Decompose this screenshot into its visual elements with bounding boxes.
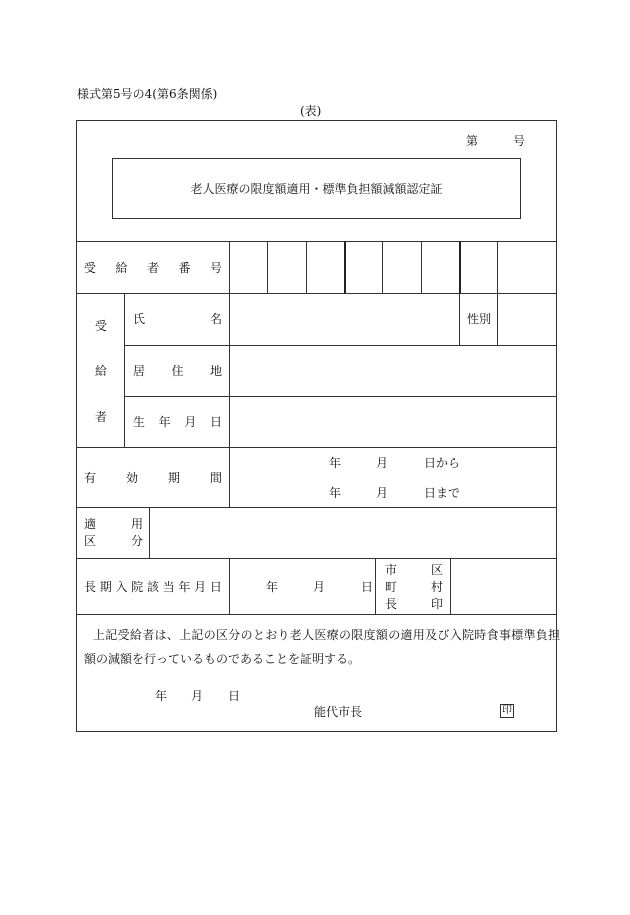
rule	[124, 293, 125, 447]
validity-to-year: 年	[329, 486, 342, 500]
long-term-month: 月	[313, 580, 326, 594]
certification-line2: 額の減額を行っているものであることを証明する。	[84, 652, 361, 666]
rule-thick	[344, 241, 346, 293]
validity-from-month: 月	[376, 456, 389, 470]
rule	[229, 558, 230, 614]
cert-date-year: 年	[155, 689, 168, 703]
cert-date-day: 日	[228, 689, 241, 703]
rule	[149, 507, 150, 558]
issuer-line3: 長 印	[385, 597, 443, 611]
recipient-group-char: 受	[95, 319, 108, 333]
rule	[375, 558, 376, 614]
birthdate-label: 生 年 月 日	[133, 415, 222, 429]
long-term-day: 日	[361, 580, 374, 594]
rule	[124, 396, 557, 397]
rule	[76, 447, 557, 448]
category-label-line1: 適 用	[84, 517, 143, 531]
validity-from-suffix: 日から	[424, 456, 461, 470]
long-term-label: 長 期 入 院 該 当 年 月 日	[84, 580, 222, 594]
validity-label: 有 効 期 間	[84, 471, 222, 485]
side-label: (表)	[300, 104, 322, 118]
rule	[497, 293, 498, 345]
long-term-year: 年	[266, 580, 279, 594]
cert-date-month: 月	[191, 689, 204, 703]
rule	[421, 241, 422, 293]
address-label: 居 住 地	[133, 364, 222, 378]
rule	[76, 558, 557, 559]
rule-thick	[459, 241, 461, 293]
rule	[459, 293, 460, 345]
rule	[229, 241, 230, 293]
rule	[229, 447, 230, 507]
category-label-line2: 区 分	[84, 534, 143, 548]
recipient-group-char: 給	[95, 364, 108, 378]
rule	[76, 614, 557, 615]
certification-line1: 上記受給者は、上記の区分のとおり老人医療の限度額の適用及び入院時食事標準負担	[93, 628, 561, 642]
rule	[382, 241, 383, 293]
gender-label: 性別	[467, 312, 492, 326]
rule	[124, 345, 557, 346]
form-number: 様式第5号の4(第6条関係)	[77, 87, 218, 101]
validity-from-year: 年	[329, 456, 342, 470]
name-label: 氏 名	[133, 312, 222, 326]
recipient-group-char: 者	[95, 410, 108, 424]
validity-to-month: 月	[376, 486, 389, 500]
certificate-title: 老人医療の限度額適用・標準負担額減額認定証	[190, 182, 443, 196]
recipient-number-label: 受 給 者 番 号	[84, 261, 222, 275]
seal-stamp: 印	[502, 705, 512, 716]
issuer-line2: 町 村	[385, 580, 443, 594]
rule	[267, 241, 268, 293]
validity-to-suffix: 日まで	[424, 486, 461, 500]
serial-dai: 第	[466, 134, 479, 148]
rule	[450, 558, 451, 614]
issuer-line1: 市 区	[385, 563, 443, 577]
issuer-name: 能代市長	[314, 705, 363, 719]
rule	[76, 293, 557, 294]
rule	[306, 241, 307, 293]
rule	[76, 241, 557, 242]
serial-go: 号	[513, 134, 526, 148]
rule	[497, 241, 498, 293]
rule	[229, 293, 230, 447]
